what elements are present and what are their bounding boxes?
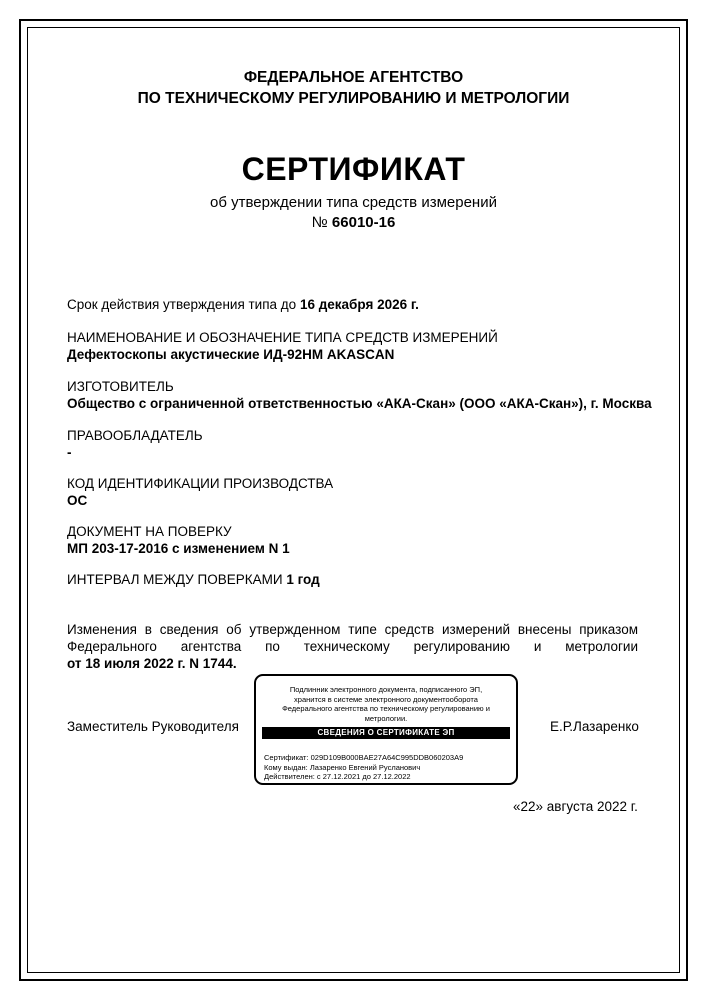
signer-name: Е.Р.Лазаренко (550, 719, 639, 734)
certificate-number (0, 213, 707, 233)
certificate-title: СЕРТИФИКАТ (241, 151, 466, 187)
number-value: 66010-16 (331, 214, 396, 231)
manufacturer-label: ИЗГОТОВИТЕЛЬ (67, 379, 174, 394)
stamp-validity: Действителен: с 27.12.2021 до 27.12.2022 (264, 772, 411, 781)
holder-label: ПРАВООБЛАДАТЕЛЬ (67, 428, 203, 443)
agency-header (0, 67, 707, 109)
stamp-notice-line-4: метрологии. (364, 713, 408, 723)
stamp-notice-line-1: Подлинник электронного документа, подписанного ЭП, (289, 685, 483, 694)
agency-line-1: ФЕДЕРАЛЬНОЕ АГЕНТСТВО (243, 69, 464, 86)
issue-date: «22» августа 2022 г. (513, 799, 638, 814)
name-label: НАИМЕНОВАНИЕ И ОБОЗНАЧЕНИЕ ТИПА СРЕДСТВ ИЗМЕРЕНИЙ (67, 330, 498, 345)
changes-line-1: Изменения в сведения об утвержденном типе средств измерений внесены приказом (67, 622, 638, 637)
holder-value: - (67, 445, 72, 460)
validity-value: 16 декабря 2026 г. (299, 297, 419, 312)
interval-value: 1 год (286, 572, 320, 587)
code-value: ОС (67, 493, 88, 508)
stamp-certificate: Сертификат: 029D109B000BAE27A64C995DDB060203A9 (264, 753, 464, 762)
name-value: Дефектоскопы акустические ИД-92НМ AKASCAN (67, 347, 395, 362)
changes-paragraph (67, 621, 638, 672)
agency-line-2: ПО ТЕХНИЧЕСКОМУ РЕГУЛИРОВАНИЮ И МЕТРОЛОГИИ (137, 90, 570, 107)
signer-role: Заместитель Руководителя (67, 719, 239, 734)
changes-line-2: Федерального агентства по техническому регулированию и метрологии (67, 639, 638, 654)
verification-doc-label: ДОКУМЕНТ НА ПОВЕРКУ (67, 524, 232, 539)
stamp-issued-to: Кому выдан: Лазаренко Евгений Русланович (264, 762, 421, 772)
stamp-notice-line-3: Федерального агентства по техническому регулированию и (282, 704, 490, 713)
validity-label: Срок действия утверждения типа до (67, 297, 297, 312)
stamp-notice (264, 685, 508, 723)
stamp-details (264, 753, 514, 782)
stamp-notice-line-2: хранится в системе электронного документооборота (294, 694, 478, 704)
interval-label: ИНТЕРВАЛ МЕЖДУ ПОВЕРКАМИ (67, 572, 283, 587)
code-label: КОД ИДЕНТИФИКАЦИИ ПРОИЗВОДСТВА (67, 476, 334, 491)
changes-line-3: от 18 июля 2022 г. N 1744. (67, 656, 237, 671)
validity-line (67, 296, 419, 313)
certificate-subtitle: об утверждении типа средств измерений (210, 194, 497, 211)
stamp-title-bar: СВЕДЕНИЯ О СЕРТИФИКАТЕ ЭП (262, 727, 510, 739)
manufacturer-value: Общество с ограниченной ответственностью «АКА-Скан» (ООО «АКА-Скан»), г. Москва (67, 396, 652, 411)
e-signature-stamp (254, 674, 518, 785)
interval-line (67, 571, 320, 588)
number-prefix: № (311, 214, 328, 231)
verification-doc-value: МП 203-17-2016 с изменением N 1 (67, 541, 290, 556)
